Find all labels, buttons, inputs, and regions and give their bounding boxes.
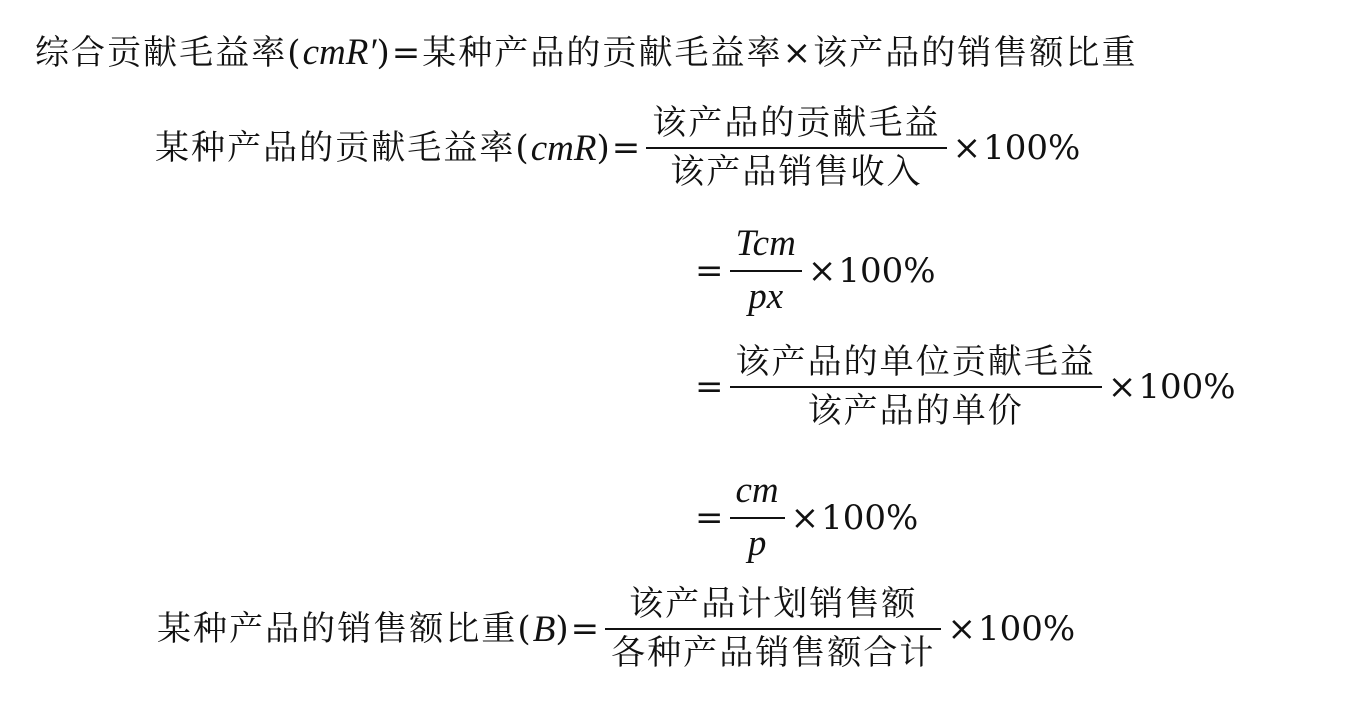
step4-times: ×	[790, 497, 820, 538]
formula2-denominator: 该产品销售收入	[670, 152, 923, 193]
formula3-lhs-text: 某种产品的销售额比重(	[157, 609, 533, 650]
step4-numerator: cm	[735, 470, 779, 511]
formula1-lhs-variable: cmR′	[302, 32, 377, 73]
step4-percent: 100%	[821, 497, 919, 538]
step2-numerator: Tcm	[735, 223, 796, 264]
step3-numerator: 该产品的单位贡献毛益	[735, 342, 1096, 382]
step2-fraction	[730, 223, 802, 318]
step3-equals: =	[695, 367, 724, 408]
formula2-lhs-close: )	[596, 128, 610, 169]
step3-fraction	[730, 343, 1102, 431]
formula-weighted-contribution-margin-ratio	[35, 34, 1138, 71]
step4-fraction	[730, 470, 785, 565]
formula2-lhs-text: 某种产品的贡献毛益率(	[155, 128, 531, 169]
step4-denominator: p	[747, 522, 767, 564]
formula3-fraction	[605, 585, 941, 673]
step2-denominator: px	[748, 275, 784, 317]
formula2-percent: 100%	[983, 128, 1081, 169]
formula1-equals: =	[391, 33, 421, 73]
formula-product-sales-share	[157, 585, 1075, 673]
formula2-lhs-variable: cmR	[530, 127, 597, 169]
formula-step-cm-over-p	[693, 470, 918, 565]
formula1-lhs-text: 综合贡献毛益率(	[35, 33, 303, 73]
formula-step-unit-margin-over-price	[693, 343, 1236, 431]
step2-percent: 100%	[838, 250, 936, 291]
formula3-times: ×	[947, 609, 976, 650]
formula3-lhs-close: )	[555, 609, 569, 650]
step2-times: ×	[807, 250, 837, 291]
step3-percent: 100%	[1138, 367, 1236, 408]
formula-product-contribution-margin-ratio	[155, 104, 1080, 192]
formula3-equals: =	[570, 609, 600, 650]
formula3-numerator: 该产品计划销售额	[629, 584, 918, 624]
formula2-fraction	[646, 104, 946, 192]
step2-equals: =	[695, 250, 724, 291]
formula2-equals: =	[611, 128, 641, 169]
formula3-lhs-variable: B	[532, 608, 556, 650]
step4-equals: =	[695, 497, 724, 538]
formula2-numerator: 该产品的贡献毛益	[652, 103, 941, 143]
formula1-rhs-text: 某种产品的贡献毛益率×该产品的销售额比重	[422, 33, 1138, 73]
formula1-lhs-close: )	[376, 33, 390, 73]
formula3-denominator: 各种产品销售额合计	[611, 633, 936, 674]
step3-denominator: 该产品的单价	[807, 391, 1024, 432]
step3-times: ×	[1107, 367, 1137, 408]
formula3-percent: 100%	[977, 609, 1076, 650]
formula-step-tcm-over-px	[693, 223, 936, 318]
formula2-times: ×	[952, 128, 982, 169]
